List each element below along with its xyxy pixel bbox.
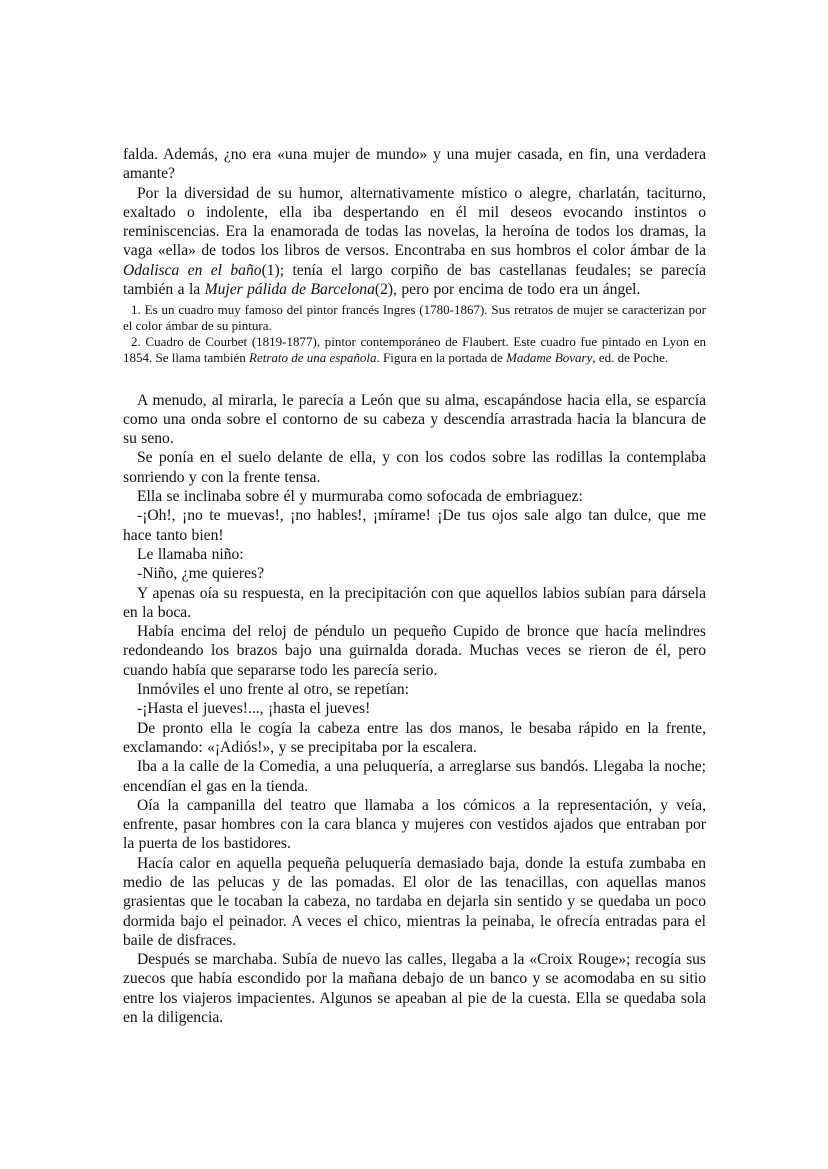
paragraph [123, 719, 706, 758]
italic-text-segment: Odalisca en el baño [123, 261, 262, 279]
text-segment: -¡Oh!, ¡no te muevas!, ¡no hables!, ¡mírame! ¡De tus ojos sale algo tan dulce, que me hace tanto bien! [123, 507, 706, 544]
paragraph [123, 487, 706, 506]
paragraph [123, 950, 706, 1027]
text-column [123, 145, 706, 1027]
text-segment: Iba a la calle de la Comedia, a una peluquería, a arreglarse sus bandós. Llegaba la noche; encendían el gas en la tienda. [123, 758, 706, 795]
text-segment: Se ponía en el suelo delante de ella, y con los codos sobre las rodillas la contemplaba sonriendo y con la frente tensa. [123, 449, 706, 486]
paragraph [123, 145, 706, 184]
paragraph [123, 448, 706, 487]
text-segment: (2), pero por encima de todo era un ángel. [374, 281, 641, 299]
italic-text-segment: Retrato de una española [249, 349, 377, 365]
paragraph [123, 564, 706, 583]
paragraph [123, 184, 706, 300]
text-segment: Ella se inclinaba sobre él y murmuraba como sofocada de embriaguez: [137, 488, 583, 506]
text-segment: Hacía calor en aquella pequeña peluquería demasiado baja, donde la estufa zumbaba en medio de las pelucas y de las pomadas. El olor de las tenacillas, con aquellas manos grasientas que le tocaban la cabeza, no tardaba en dejarla sin sentido y se quedaba un poco dormida bajo el peinador. A veces el chico, mientras la peinaba, le ofrecía entradas para el baile de disfraces. [123, 854, 706, 949]
text-segment: falda. Además, ¿no era «una mujer de mundo» y una mujer casada, en fin, una verdadera amante? [123, 146, 706, 183]
text-segment: Por la diversidad de su humor, alternativamente místico o alegre, charlatán, taciturno, exaltado o indolente, ella iba despertando en él mil deseos evocando instintos o reminiscencias. Era la enamorada de todas las novelas, la heroína de todos los dramas, la vaga «ella» de todos los libros de versos. Encontraba en sus hombros el color ámbar de la [123, 184, 706, 260]
text-segment: , ed. de Poche. [592, 349, 669, 365]
text-segment: -Niño, ¿me quieres? [137, 565, 264, 583]
text-segment: 1. Es un cuadro muy famoso del pintor francés Ingres (1780-1867). Sus retratos de mujer se caracterizan por el color ámbar de su pintura. [123, 302, 706, 334]
text-segment: Le llamaba niño: [137, 545, 244, 563]
footnote [123, 334, 706, 366]
text-segment: De pronto ella le cogía la cabeza entre las dos manos, le besaba rápido en la frente, exclamando: «¡Adiós!», y se precipitaba por la escalera. [123, 719, 706, 756]
footnote [123, 302, 706, 334]
italic-text-segment: Mujer pálida de Barcelona [204, 281, 375, 299]
text-segment: Después se marchaba. Subía de nuevo las calles, llegaba a la «Croix Rouge»; recogía sus zuecos que había escondido por la mañana debajo de un banco y se acomodaba en su sitio entre los viajeros impacientes. Algunos se apeaban al pie de la cuesta. Ella se quedaba sola en la diligencia. [123, 951, 706, 1027]
paragraph [123, 680, 706, 699]
text-segment: -¡Hasta el jueves!..., ¡hasta el jueves! [137, 700, 371, 718]
paragraph [123, 757, 706, 796]
text-segment: A menudo, al mirarla, le parecía a León que su alma, escapándose hacia ella, se esparcía como una onda sobre el contorno de su cabeza y descendía arrastrada hacia la blancura de su seno. [123, 391, 706, 448]
paragraph [123, 854, 706, 950]
paragraph [123, 796, 706, 854]
italic-text-segment: Madame Bovary [506, 349, 593, 365]
text-segment: Y apenas oía su respuesta, en la precipitación con que aquellos labios subían para dársela en la boca. [123, 584, 706, 621]
paragraph [123, 545, 706, 564]
paragraph [123, 699, 706, 718]
paragraph [123, 584, 706, 623]
paragraph [123, 391, 706, 449]
paragraph [123, 506, 706, 545]
text-segment: Había encima del reloj de péndulo un pequeño Cupido de bronce que hacía melindres redondeando los brazos bajo una guirnalda dorada. Muchas veces se rieron de él, pero cuando había que separarse todo les parecía serio. [123, 623, 706, 679]
text-segment: (1); tenía el largo corpiño de bas castellanas feudales; se parecía también a la [123, 261, 706, 299]
text-segment: Oía la campanilla del teatro que llamaba a los cómicos a la representación, y veía, enfrente, pasar hombres con la cara blanca y mujeres con vestidos ajados que entraban por la puerta de los bastidores. [123, 796, 706, 853]
text-segment: Inmóviles el uno frente al otro, se repetían: [137, 681, 409, 699]
paragraph [123, 622, 706, 680]
text-segment: 2. Cuadro de Courbet (1819-1877), pintor contemporáneo de Flaubert. Este cuadro fue pintado en Lyon en 1854. Se llama también [123, 333, 706, 365]
text-segment: . Figura en la portada de [376, 349, 507, 365]
